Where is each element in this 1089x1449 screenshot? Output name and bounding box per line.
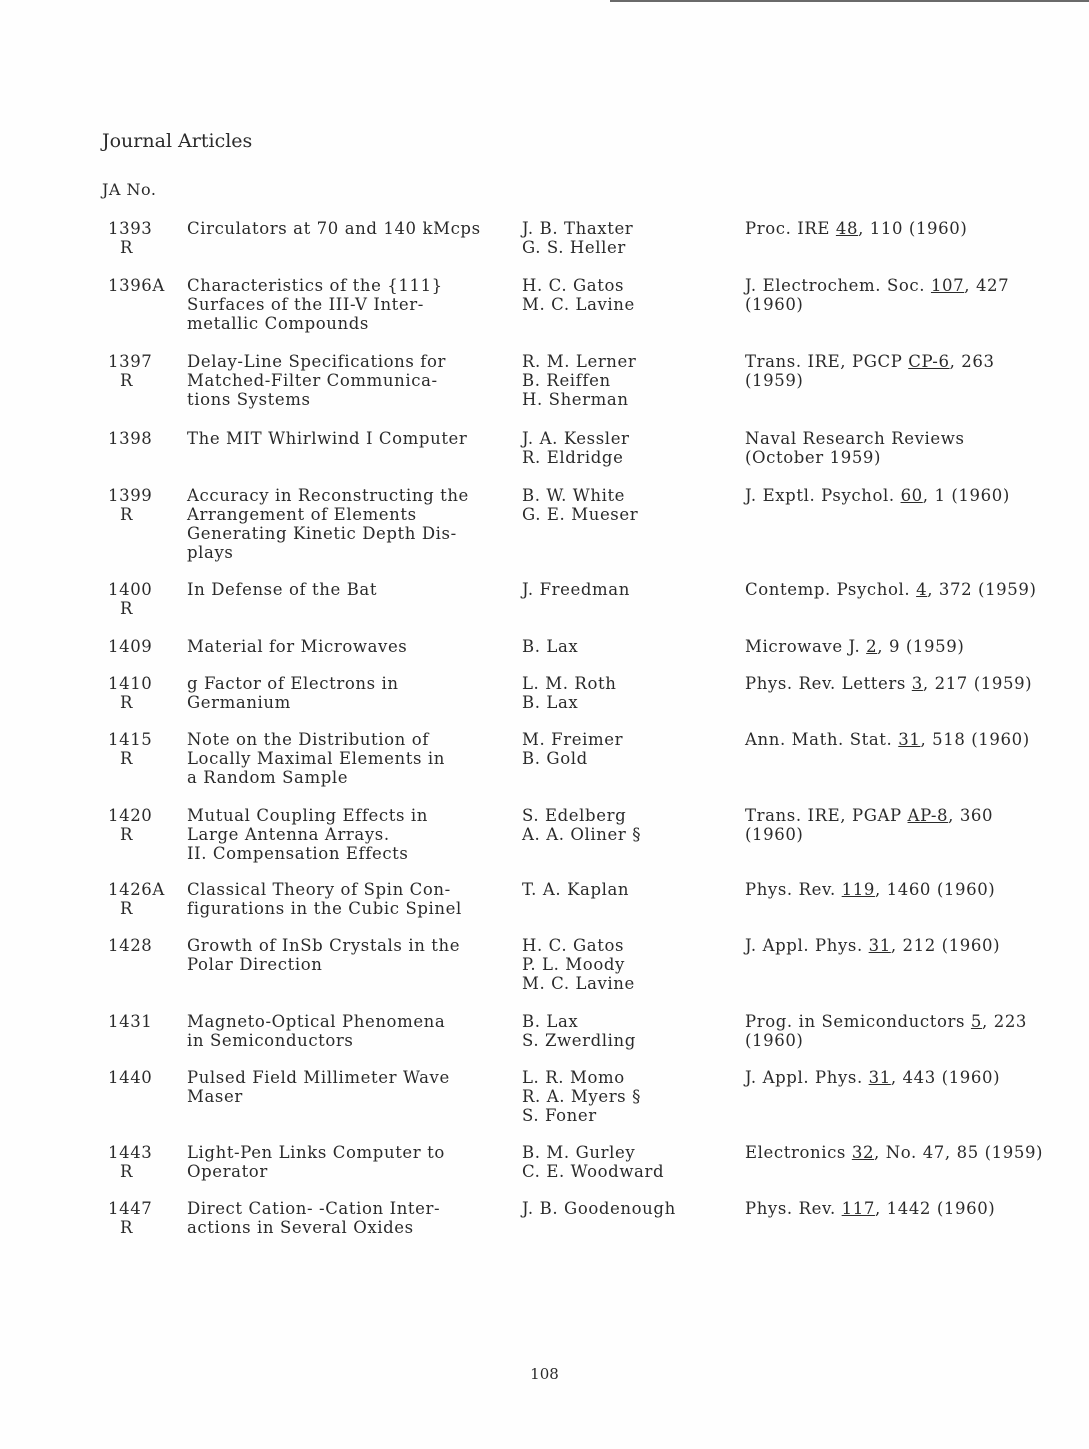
reference-line: [745, 580, 1075, 599]
ja-number-value: 1443: [108, 1143, 153, 1162]
ja-number-value: 1431: [108, 1012, 153, 1031]
reference-text: Ann. Math. Stat.: [745, 730, 899, 749]
reference-pages: , 1442 (1960): [874, 1199, 996, 1218]
ja-number-value: 1428: [108, 936, 153, 955]
article-authors: [522, 674, 722, 712]
reference-line: [745, 637, 1075, 656]
reference-text: J. Appl. Phys.: [745, 1068, 869, 1087]
article-authors: [522, 429, 722, 467]
volume-number: 48: [835, 219, 859, 238]
article-title: [187, 637, 497, 656]
article-title-line: Note on the Distribution of: [187, 730, 429, 749]
author-name: J. B. Thaxter: [522, 219, 634, 238]
article-authors: [522, 637, 722, 656]
article-title: [187, 1012, 497, 1050]
page-number: 108: [530, 1365, 559, 1383]
ja-number: [108, 429, 168, 448]
reference-pages: , 9 (1959): [877, 637, 965, 656]
article-title-line: Material for Microwaves: [187, 637, 408, 656]
article-title-line: The MIT Whirlwind I Computer: [187, 429, 468, 448]
article-title: [187, 580, 497, 599]
reference-text: J. Exptl. Psychol.: [745, 486, 901, 505]
author-name: B. Lax: [522, 637, 579, 656]
journal-reference: [745, 880, 1075, 899]
article-title-line: Circulators at 70 and 140 kMcps: [187, 219, 481, 238]
ja-number-value: 1398: [108, 429, 153, 448]
article-title: [187, 730, 497, 787]
reference-text: (1960): [745, 825, 804, 844]
ja-number-suffix: R: [120, 749, 134, 768]
article-title-line: g Factor of Electrons in: [187, 674, 399, 693]
ja-number: [108, 880, 168, 918]
article-title: [187, 429, 497, 448]
journal-reference: [745, 219, 1075, 238]
article-title-line: Growth of InSb Crystals in the: [187, 936, 461, 955]
article-title: [187, 219, 497, 238]
author-name: S. Foner: [522, 1106, 597, 1125]
author-name: C. E. Woodward: [522, 1162, 665, 1181]
ja-number: [108, 936, 168, 955]
article-title: [187, 936, 497, 974]
reference-line: [745, 1143, 1075, 1162]
reference-pages: , 217 (1959): [922, 674, 1033, 693]
reference-pages: , 443 (1960): [890, 1068, 1001, 1087]
reference-line: [745, 730, 1075, 749]
article-title-line: Large Antenna Arrays.: [187, 825, 390, 844]
journal-reference: [745, 936, 1075, 955]
reference-text: (1960): [745, 295, 804, 314]
article-authors: [522, 880, 722, 899]
reference-line: [745, 825, 1075, 844]
ja-number-suffix: R: [120, 599, 134, 618]
author-name: J. A. Kessler: [522, 429, 630, 448]
volume-number: 117: [841, 1199, 875, 1218]
author-name: M. C. Lavine: [522, 974, 635, 993]
ja-number-value: 1440: [108, 1068, 153, 1087]
reference-text: Phys. Rev.: [745, 1199, 842, 1218]
article-title-line: tions Systems: [187, 390, 311, 409]
article-title-line: Classical Theory of Spin Con-: [187, 880, 451, 899]
top-edge-rule: [610, 0, 1089, 2]
ja-number: [108, 730, 168, 768]
reference-line: [745, 1068, 1075, 1087]
article-authors: [522, 352, 722, 409]
reference-pages: , 1 (1960): [922, 486, 1010, 505]
article-title-line: In Defense of the Bat: [187, 580, 378, 599]
article-authors: [522, 730, 722, 768]
article-title-line: Generating Kinetic Depth Dis-: [187, 524, 457, 543]
reference-text: J. Electrochem. Soc.: [745, 276, 931, 295]
reference-line: [745, 674, 1075, 693]
reference-text: Trans. IRE, PGAP: [745, 806, 908, 825]
author-name: H. C. Gatos: [522, 276, 625, 295]
ja-number-value: 1399: [108, 486, 153, 505]
volume-number: 31: [898, 730, 921, 749]
ja-number-value: 1420: [108, 806, 153, 825]
article-title: [187, 1068, 497, 1106]
ja-number: [108, 352, 168, 390]
volume-number: 31: [868, 936, 891, 955]
article-title-line: Germanium: [187, 693, 291, 712]
article-title-line: plays: [187, 543, 234, 562]
ja-number: [108, 276, 168, 295]
journal-reference: [745, 352, 1075, 390]
article-title: [187, 880, 497, 918]
author-name: B. Reiffen: [522, 371, 611, 390]
ja-number: [108, 219, 168, 257]
reference-pages: , 223: [982, 1012, 1028, 1031]
reference-pages: , 372 (1959): [927, 580, 1037, 599]
article-title-line: Surfaces of the III-V Inter-: [187, 295, 424, 314]
ja-number: [108, 1068, 168, 1087]
journal-reference: [745, 580, 1075, 599]
article-title: [187, 1143, 497, 1181]
article-title-line: Accuracy in Reconstructing the: [187, 486, 469, 505]
reference-line: [745, 1012, 1075, 1031]
reference-pages: , 110 (1960): [858, 219, 968, 238]
article-title-line: Arrangement of Elements: [187, 505, 417, 524]
reference-pages: , 360: [948, 806, 994, 825]
reference-text: Electronics: [745, 1143, 852, 1162]
reference-line: [745, 880, 1075, 899]
volume-number: 4: [916, 580, 928, 599]
reference-pages: , 1460 (1960): [874, 880, 996, 899]
author-name: B. M. Gurley: [522, 1143, 636, 1162]
volume-number: 5: [970, 1012, 983, 1031]
article-title-line: Characteristics of the {111}: [187, 276, 443, 295]
reference-pages: , 427: [964, 276, 1010, 295]
article-title-line: Delay-Line Specifications for: [187, 352, 446, 371]
volume-number: 2: [866, 637, 878, 656]
author-name: M. C. Lavine: [522, 295, 635, 314]
ja-number-value: 1447: [108, 1199, 153, 1218]
reference-line: [745, 219, 1075, 238]
volume-number: 107: [930, 276, 965, 295]
article-authors: [522, 1012, 722, 1050]
ja-number: [108, 1199, 168, 1237]
reference-text: (October 1959): [745, 448, 882, 467]
article-authors: [522, 580, 722, 599]
article-title-line: II. Compensation Effects: [187, 844, 409, 863]
volume-number: 119: [841, 880, 875, 899]
reference-line: [745, 1199, 1075, 1218]
article-title-line: a Random Sample: [187, 768, 349, 787]
author-name: H. Sherman: [522, 390, 629, 409]
reference-text: Phys. Rev.: [745, 880, 842, 899]
column-label: JA No.: [102, 180, 157, 199]
article-title-line: in Semiconductors: [187, 1031, 354, 1050]
ja-number-value: 1410: [108, 674, 153, 693]
volume-number: 3: [911, 674, 923, 693]
volume-number: 32: [851, 1143, 875, 1162]
reference-line: [745, 486, 1075, 505]
reference-text: Prog. in Semiconductors: [745, 1012, 971, 1031]
article-title-line: actions in Several Oxides: [187, 1218, 414, 1237]
ja-number: [108, 486, 168, 524]
section-heading: Journal Articles: [102, 130, 253, 152]
journal-reference: [745, 730, 1075, 749]
article-title: [187, 486, 497, 562]
journal-reference: [745, 806, 1075, 844]
journal-reference: [745, 674, 1075, 693]
author-name: L. R. Momo: [522, 1068, 625, 1087]
reference-pages: , 212 (1960): [890, 936, 1001, 955]
reference-line: [745, 806, 1075, 825]
author-name: H. C. Gatos: [522, 936, 625, 955]
article-title: [187, 276, 497, 333]
article-authors: [522, 486, 722, 524]
author-name: B. Lax: [522, 693, 579, 712]
author-name: P. L. Moody: [522, 955, 625, 974]
reference-text: Proc. IRE: [745, 219, 836, 238]
ja-number-suffix: R: [120, 505, 134, 524]
journal-reference: [745, 276, 1075, 314]
author-name: R. Eldridge: [522, 448, 624, 467]
article-title-line: metallic Compounds: [187, 314, 369, 333]
volume-number: AP-8: [907, 806, 949, 825]
article-title-line: Maser: [187, 1087, 243, 1106]
ja-number-value: 1400: [108, 580, 153, 599]
author-name: R. A. Myers §: [522, 1087, 641, 1106]
reference-pages: , 518 (1960): [920, 730, 1030, 749]
ja-number: [108, 1012, 168, 1031]
reference-line: [745, 295, 1075, 314]
ja-number-value: 1396A: [108, 276, 165, 295]
reference-text: Trans. IRE, PGCP: [745, 352, 909, 371]
article-authors: [522, 1143, 722, 1181]
author-name: B. Gold: [522, 749, 588, 768]
ja-number-suffix: R: [120, 238, 134, 257]
reference-line: [745, 429, 1075, 448]
article-title-line: Direct Cation- -Cation Inter-: [187, 1199, 441, 1218]
reference-line: [745, 352, 1075, 371]
reference-text: Contemp. Psychol.: [745, 580, 917, 599]
ja-number-value: 1426A: [108, 880, 165, 899]
reference-text: Phys. Rev. Letters: [745, 674, 912, 693]
ja-number-value: 1415: [108, 730, 153, 749]
ja-number: [108, 637, 168, 656]
article-authors: [522, 276, 722, 314]
article-title-line: figurations in the Cubic Spinel: [187, 899, 462, 918]
article-title: [187, 806, 497, 863]
journal-reference: [745, 429, 1075, 467]
reference-line: [745, 936, 1075, 955]
author-name: A. A. Oliner §: [522, 825, 642, 844]
reference-line: [745, 448, 1075, 467]
ja-number-suffix: R: [120, 1162, 134, 1181]
article-authors: [522, 219, 722, 257]
ja-number: [108, 674, 168, 712]
ja-number: [108, 580, 168, 618]
author-name: S. Zwerdling: [522, 1031, 636, 1050]
journal-reference: [745, 1143, 1075, 1162]
article-title-line: Locally Maximal Elements in: [187, 749, 445, 768]
article-title-line: Light-Pen Links Computer to: [187, 1143, 445, 1162]
reference-text: Naval Research Reviews: [745, 429, 965, 448]
article-title: [187, 674, 497, 712]
journal-reference: [745, 486, 1075, 505]
ja-number-value: 1397: [108, 352, 153, 371]
article-authors: [522, 936, 722, 993]
reference-line: [745, 276, 1075, 295]
article-authors: [522, 1199, 722, 1218]
reference-line: [745, 371, 1075, 390]
ja-number-value: 1393: [108, 219, 153, 238]
article-title-line: Matched-Filter Communica-: [187, 371, 438, 390]
author-name: G. S. Heller: [522, 238, 626, 257]
ja-number-suffix: R: [120, 1218, 134, 1237]
journal-reference: [745, 1012, 1075, 1050]
author-name: L. M. Roth: [522, 674, 617, 693]
author-name: S. Edelberg: [522, 806, 627, 825]
reference-text: J. Appl. Phys.: [745, 936, 869, 955]
author-name: M. Freimer: [522, 730, 624, 749]
ja-number-suffix: R: [120, 371, 134, 390]
article-title-line: Mutual Coupling Effects in: [187, 806, 428, 825]
author-name: R. M. Lerner: [522, 352, 637, 371]
author-name: G. E. Mueser: [522, 505, 639, 524]
reference-pages: , No. 47, 85 (1959): [874, 1143, 1044, 1162]
reference-text: (1960): [745, 1031, 804, 1050]
volume-number: 31: [868, 1068, 891, 1087]
ja-number: [108, 806, 168, 844]
journal-reference: [745, 637, 1075, 656]
author-name: B. Lax: [522, 1012, 579, 1031]
article-title-line: Pulsed Field Millimeter Wave: [187, 1068, 450, 1087]
author-name: J. B. Goodenough: [522, 1199, 676, 1218]
reference-text: (1959): [745, 371, 804, 390]
article-title-line: Operator: [187, 1162, 268, 1181]
ja-number-value: 1409: [108, 637, 153, 656]
reference-pages: , 263: [949, 352, 995, 371]
journal-reference: [745, 1199, 1075, 1218]
volume-number: CP-6: [908, 352, 950, 371]
article-title: [187, 352, 497, 409]
article-authors: [522, 1068, 722, 1125]
ja-number-suffix: R: [120, 825, 134, 844]
article-title-line: Polar Direction: [187, 955, 323, 974]
reference-line: [745, 1031, 1075, 1050]
volume-number: 60: [900, 486, 923, 505]
ja-number-suffix: R: [120, 899, 134, 918]
author-name: T. A. Kaplan: [522, 880, 630, 899]
journal-reference: [745, 1068, 1075, 1087]
author-name: B. W. White: [522, 486, 626, 505]
article-title: [187, 1199, 497, 1237]
author-name: J. Freedman: [522, 580, 630, 599]
reference-text: Microwave J.: [745, 637, 867, 656]
article-title-line: Magneto-Optical Phenomena: [187, 1012, 446, 1031]
ja-number-suffix: R: [120, 693, 134, 712]
ja-number: [108, 1143, 168, 1181]
article-authors: [522, 806, 722, 844]
